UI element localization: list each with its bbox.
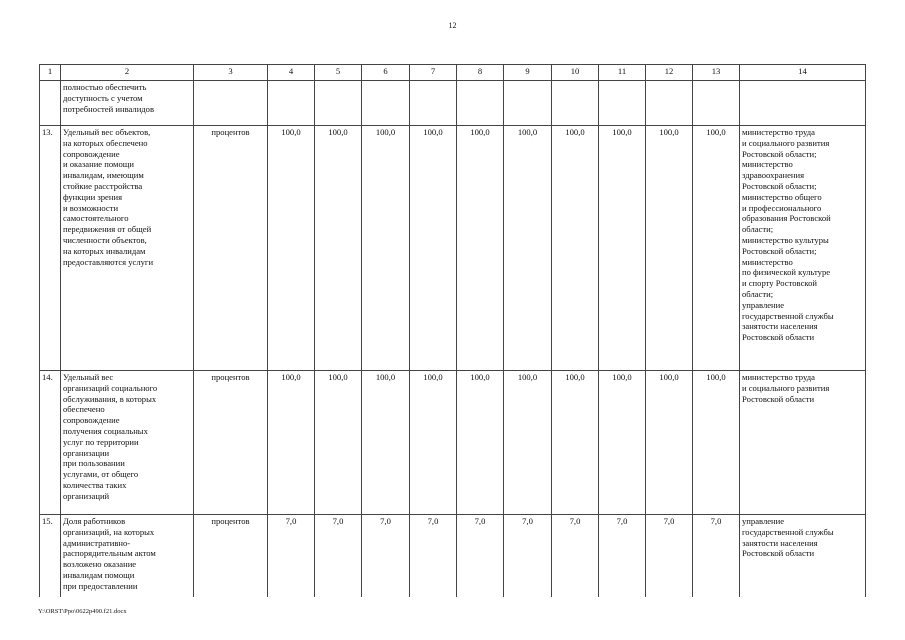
row-number: 14. (40, 371, 61, 515)
cell-line: полностью обеспечить (63, 82, 147, 92)
year-value: 7,0 (693, 515, 740, 598)
cell-line: министерство (742, 159, 793, 170)
cell-line: образования Ростовской (742, 213, 831, 224)
header-cell: 3 (194, 65, 268, 81)
header-cell: 2 (61, 65, 194, 81)
year-value (552, 81, 599, 126)
year-value: 100,0 (315, 126, 362, 371)
header-cell: 13 (693, 65, 740, 81)
row-number: 15. (40, 515, 61, 598)
year-value: 100,0 (504, 126, 552, 371)
cell-line: сопровождение (63, 148, 120, 159)
header-cell: 1 (40, 65, 61, 81)
cell-line: распорядительным актом (63, 548, 156, 559)
header-cell: 5 (315, 65, 362, 81)
cell-line: министерство труда (742, 372, 815, 382)
unit-of-measure: процентов (194, 126, 268, 371)
header-cell: 6 (362, 65, 410, 81)
cell-line: Ростовской области; (742, 180, 817, 191)
year-value: 100,0 (504, 371, 552, 515)
year-value (646, 81, 693, 126)
cell-line: передвижения от общей (63, 224, 152, 235)
cell-line: и социального развития (742, 382, 830, 393)
cell-line: и профессионального (742, 202, 822, 213)
table-row (40, 81, 866, 126)
year-value: 100,0 (268, 371, 315, 515)
year-value: 100,0 (362, 126, 410, 371)
year-value: 100,0 (268, 126, 315, 371)
indicator-table (39, 64, 866, 597)
cell-line: управление (742, 516, 785, 526)
header-cell: 4 (268, 65, 315, 81)
year-value: 7,0 (552, 515, 599, 598)
year-value: 7,0 (646, 515, 693, 598)
footer-file-path: Y:\ORST\Ppo\0622p490.f21.docx (38, 608, 127, 615)
year-value (599, 81, 646, 126)
cell-line: здравоохранения (742, 170, 805, 181)
cell-line: обеспечено (63, 404, 105, 415)
cell-line: административно- (63, 537, 131, 548)
year-value: 100,0 (552, 126, 599, 371)
year-value (410, 81, 457, 126)
indicator-name (61, 515, 194, 598)
cell-line: государственной службы (742, 526, 834, 537)
cell-line: Ростовской области; (742, 245, 817, 256)
cell-line: организаций (63, 490, 110, 501)
cell-line: Ростовской области; (742, 148, 817, 159)
indicator-name (61, 81, 194, 126)
row-number: 13. (40, 126, 61, 371)
cell-line: самостоятельного (63, 213, 129, 224)
cell-line: Ростовской области (742, 548, 815, 559)
cell-line: на которых инвалидам (63, 245, 146, 256)
cell-line: услугами, от общего (63, 469, 139, 480)
year-value: 100,0 (646, 126, 693, 371)
year-value: 100,0 (410, 371, 457, 515)
year-value: 7,0 (410, 515, 457, 598)
cell-line: государственной службы (742, 310, 834, 321)
year-value: 100,0 (599, 371, 646, 515)
unit-of-measure (194, 81, 268, 126)
cell-line: предоставляются услуги (63, 256, 154, 267)
cell-line: на которых обеспечено (63, 137, 148, 148)
responsible-executor (740, 126, 866, 371)
cell-line: области; (742, 224, 774, 235)
cell-line: Удельный вес (63, 372, 114, 382)
cell-line: области; (742, 288, 774, 299)
unit-of-measure: процентов (194, 515, 268, 598)
cell-line: Ростовской области (742, 393, 815, 404)
cell-line: функции зрения (63, 191, 123, 202)
cell-line: занятости населения (742, 537, 818, 548)
unit-of-measure: процентов (194, 371, 268, 515)
header-cell: 8 (457, 65, 504, 81)
year-value: 7,0 (315, 515, 362, 598)
indicator-name (61, 371, 194, 515)
responsible-executor (740, 81, 866, 126)
table-row (40, 515, 866, 598)
year-value: 7,0 (362, 515, 410, 598)
year-value (362, 81, 410, 126)
year-value (315, 81, 362, 126)
cell-line: Удельный вес объектов, (63, 127, 151, 137)
year-value: 100,0 (552, 371, 599, 515)
year-value: 7,0 (504, 515, 552, 598)
year-value (693, 81, 740, 126)
cell-line: управление (742, 299, 785, 310)
cell-line: Ростовской области (742, 332, 815, 343)
cell-line: доступность с учетом (63, 92, 143, 103)
cell-line: и оказание помощи (63, 159, 134, 170)
cell-line: услуг по территории (63, 436, 139, 447)
cell-line: министерство общего (742, 191, 822, 202)
header-cell: 11 (599, 65, 646, 81)
year-value: 100,0 (646, 371, 693, 515)
year-value: 7,0 (457, 515, 504, 598)
header-cell: 14 (740, 65, 866, 81)
header-cell: 7 (410, 65, 457, 81)
year-value: 100,0 (457, 126, 504, 371)
cell-line: стойкие расстройства (63, 180, 143, 191)
responsible-executor (740, 371, 866, 515)
cell-line: инвалидам помощи (63, 569, 135, 580)
indicator-name (61, 126, 194, 371)
cell-line: по физической культуре (742, 267, 831, 278)
header-cell: 12 (646, 65, 693, 81)
year-value: 100,0 (693, 126, 740, 371)
cell-line: занятости населения (742, 321, 818, 332)
cell-line: потребностей инвалидов (63, 103, 155, 114)
year-value: 100,0 (457, 371, 504, 515)
year-value: 100,0 (599, 126, 646, 371)
cell-line: организаций, на которых (63, 526, 155, 537)
page-number: 12 (448, 21, 457, 30)
cell-line: министерство (742, 256, 793, 267)
cell-line: и возможности (63, 202, 119, 213)
header-row (40, 65, 866, 81)
cell-line: министерство культуры (742, 234, 829, 245)
year-value: 100,0 (693, 371, 740, 515)
cell-line: сопровождение (63, 415, 120, 426)
year-value (268, 81, 315, 126)
header-cell: 10 (552, 65, 599, 81)
year-value: 7,0 (599, 515, 646, 598)
cell-line: при предоставлении (63, 580, 138, 591)
header-cell: 9 (504, 65, 552, 81)
cell-line: инвалидам, имеющим (63, 170, 144, 181)
cell-line: численности объектов, (63, 234, 147, 245)
table-row (40, 126, 866, 371)
cell-line: и спорту Ростовской (742, 278, 818, 289)
cell-line: организаций социального (63, 382, 158, 393)
cell-line: возложено оказание (63, 559, 137, 570)
cell-line: получения социальных (63, 425, 148, 436)
year-value: 100,0 (315, 371, 362, 515)
cell-line: Доля работников (63, 516, 126, 526)
table-row (40, 371, 866, 515)
cell-line: количества таких (63, 479, 127, 490)
year-value (457, 81, 504, 126)
cell-line: обслуживания, в которых (63, 393, 157, 404)
cell-line: при пользовании (63, 458, 125, 469)
cell-line: министерство труда (742, 127, 815, 137)
cell-line: и социального развития (742, 137, 830, 148)
responsible-executor (740, 515, 866, 598)
year-value: 100,0 (410, 126, 457, 371)
cell-line: организации (63, 447, 110, 458)
year-value: 100,0 (362, 371, 410, 515)
year-value (504, 81, 552, 126)
year-value: 7,0 (268, 515, 315, 598)
row-number (40, 81, 61, 126)
